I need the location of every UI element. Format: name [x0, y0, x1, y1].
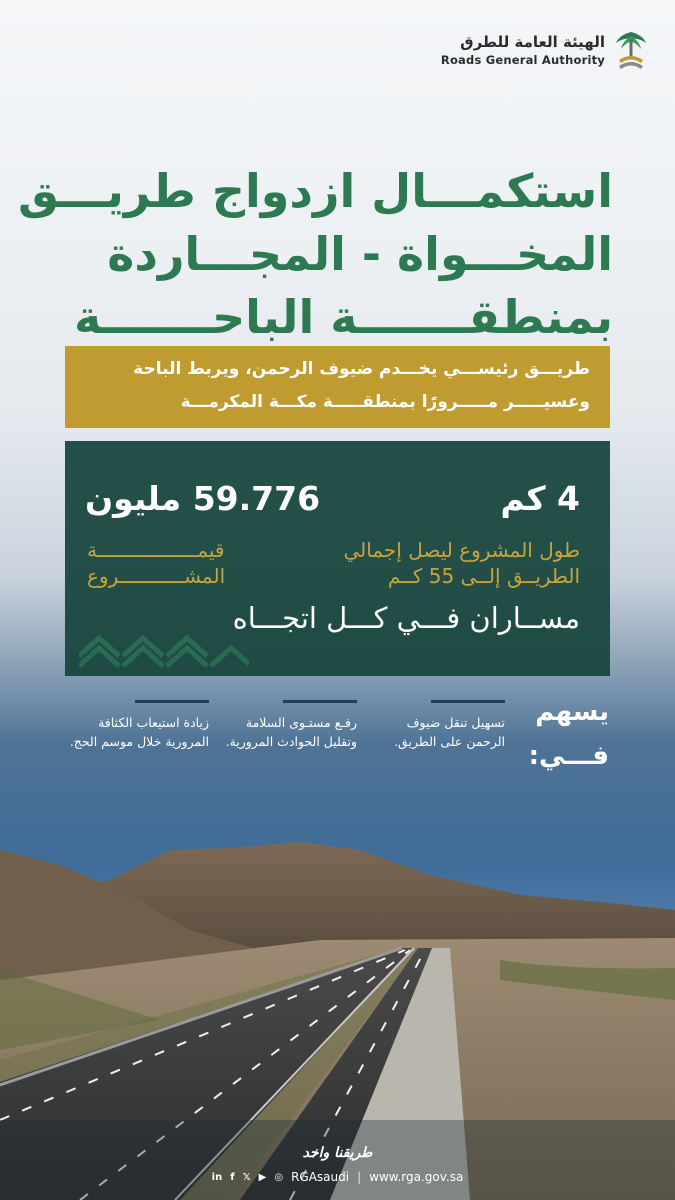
contributes-label: [529, 690, 609, 778]
youtube-icon[interactable]: ▶: [258, 1171, 267, 1183]
brand-logo: [441, 28, 649, 72]
social-handle[interactable]: RGAsaudi: [291, 1170, 350, 1184]
contribution-3-line-1: زيادة استيعاب الكثافة: [98, 715, 209, 730]
footer-separator: |: [357, 1170, 362, 1184]
contribution-2-line-1: رفـع مستـوى السلامة: [245, 715, 357, 730]
subtitle-banner: [65, 346, 610, 428]
linkedin-icon[interactable]: in: [211, 1171, 223, 1183]
slogan: طريقنا واحد: [302, 1144, 373, 1161]
contribution-1-line-2: الرحمن على الطريق.: [394, 734, 505, 749]
contribution-item-2: [207, 700, 357, 751]
banner-line-2: وعسيـــــر مـــــرورًا بمنطقـــــة مكـــة المكرمـــة: [180, 392, 590, 412]
stats-panel: [65, 441, 610, 676]
contributes-label-1: يسهم: [535, 697, 609, 727]
cost-desc-1: قيمـــــــــــــــــة: [87, 538, 225, 562]
contribution-item-1: [355, 700, 505, 751]
x-icon[interactable]: 𝕏: [242, 1171, 251, 1183]
instagram-icon[interactable]: ◎: [274, 1171, 284, 1183]
brand-name-ar: الهيئة العامة للطرق: [460, 33, 605, 51]
headline-line-2: المخـــواة - المجـــاردة: [107, 227, 613, 281]
banner-line-1: طريـــق رئيســـي يخـــدم ضيوف الرحمن، ويربط الباحة: [133, 359, 590, 379]
lanes-text: مســاران فـــي كـــل اتجـــاه: [232, 601, 580, 635]
facebook-icon[interactable]: f: [230, 1171, 235, 1183]
contribution-3-line-2: المرورية خلال موسم الحج.: [69, 734, 209, 749]
road-landscape-image: [0, 820, 675, 1200]
chevron-pattern-icon: [79, 632, 249, 672]
brand-name-en: Roads General Authority: [440, 53, 605, 67]
brand-text: [441, 33, 605, 67]
divider: [135, 700, 209, 703]
contributes-label-2: فـــي:: [528, 741, 609, 771]
length-desc-2: الطريــق إلــى 55 كــم: [387, 564, 580, 588]
footer-row: [212, 1170, 464, 1184]
length-value: 4 كم: [500, 479, 580, 518]
headline-line-1: استكمـــال ازدواج طريـــق: [18, 164, 613, 218]
cost-desc-2: المشـــــــــــروع: [87, 564, 226, 588]
footer: [0, 1145, 675, 1185]
contribution-1-line-1: تسهيل تنقل ضيوف: [406, 715, 505, 730]
website-link[interactable]: www.rga.gov.sa: [369, 1170, 464, 1184]
divider: [431, 700, 505, 703]
length-desc-1: طول المشروع ليصل إجمالي: [343, 538, 580, 562]
headline: [18, 160, 613, 349]
divider: [283, 700, 357, 703]
palm-emblem-icon: [613, 28, 649, 72]
contribution-item-3: [59, 700, 209, 751]
cost-value: 59.776 مليون: [85, 479, 321, 518]
headline-line-3: بمنطقـــــــة الباحـــــــة: [74, 290, 613, 344]
contribution-2-line-2: وتقليل الحوادث المرورية.: [225, 734, 357, 749]
